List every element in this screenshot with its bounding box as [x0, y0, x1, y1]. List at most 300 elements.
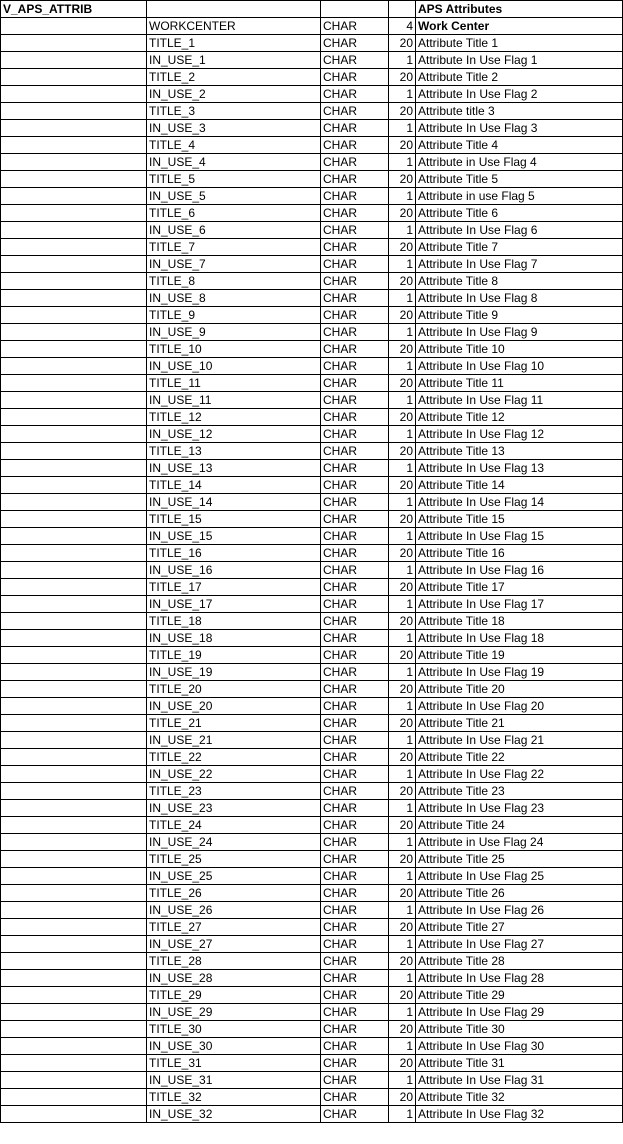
- field-name-cell: TITLE_32: [147, 1089, 321, 1106]
- empty-cell: [147, 1, 321, 18]
- row-empty-cell: [1, 681, 147, 698]
- field-name-cell: TITLE_11: [147, 375, 321, 392]
- row-empty-cell: [1, 868, 147, 885]
- data-type-cell: CHAR: [321, 239, 389, 256]
- length-cell: 20: [389, 409, 416, 426]
- length-cell: 1: [389, 154, 416, 171]
- data-type-cell: CHAR: [321, 1038, 389, 1055]
- table-row: [1, 987, 623, 1004]
- table-row: [1, 562, 623, 579]
- data-type-cell: CHAR: [321, 579, 389, 596]
- data-type-cell: CHAR: [321, 443, 389, 460]
- length-cell: 1: [389, 494, 416, 511]
- table-name: V_APS_ATTRIB: [1, 1, 147, 18]
- length-cell: 20: [389, 647, 416, 664]
- description-cell: Attribute In Use Flag 29: [416, 1004, 623, 1021]
- field-name-cell: IN_USE_18: [147, 630, 321, 647]
- data-type-cell: CHAR: [321, 919, 389, 936]
- data-type-cell: CHAR: [321, 222, 389, 239]
- data-type-cell: CHAR: [321, 528, 389, 545]
- row-empty-cell: [1, 443, 147, 460]
- row-empty-cell: [1, 477, 147, 494]
- description-cell: Attribute In Use Flag 6: [416, 222, 623, 239]
- data-type-cell: CHAR: [321, 800, 389, 817]
- field-name-cell: TITLE_19: [147, 647, 321, 664]
- length-cell: 20: [389, 851, 416, 868]
- table-row: [1, 851, 623, 868]
- data-type-cell: CHAR: [321, 290, 389, 307]
- field-name-cell: IN_USE_26: [147, 902, 321, 919]
- description-cell: Attribute In Use Flag 1: [416, 52, 623, 69]
- field-name-cell: IN_USE_11: [147, 392, 321, 409]
- row-empty-cell: [1, 1038, 147, 1055]
- row-empty-cell: [1, 460, 147, 477]
- field-name-cell: IN_USE_10: [147, 358, 321, 375]
- description-cell: Attribute Title 21: [416, 715, 623, 732]
- description-cell: Attribute Title 15: [416, 511, 623, 528]
- length-cell: 20: [389, 307, 416, 324]
- field-name-cell: TITLE_23: [147, 783, 321, 800]
- row-empty-cell: [1, 851, 147, 868]
- data-type-cell: CHAR: [321, 647, 389, 664]
- description-cell: Attribute In Use Flag 16: [416, 562, 623, 579]
- row-empty-cell: [1, 715, 147, 732]
- data-type-cell: CHAR: [321, 358, 389, 375]
- table-row: [1, 732, 623, 749]
- row-empty-cell: [1, 494, 147, 511]
- length-cell: 1: [389, 766, 416, 783]
- length-cell: 1: [389, 1038, 416, 1055]
- data-type-cell: CHAR: [321, 307, 389, 324]
- table-row: [1, 103, 623, 120]
- data-type-cell: CHAR: [321, 1106, 389, 1123]
- row-empty-cell: [1, 528, 147, 545]
- table-row: [1, 783, 623, 800]
- table-row: [1, 1055, 623, 1072]
- length-cell: 20: [389, 239, 416, 256]
- description-cell: Attribute Title 1: [416, 35, 623, 52]
- row-empty-cell: [1, 392, 147, 409]
- row-empty-cell: [1, 239, 147, 256]
- description-cell: Attribute Title 17: [416, 579, 623, 596]
- table-row: [1, 392, 623, 409]
- length-cell: 1: [389, 426, 416, 443]
- length-cell: 1: [389, 290, 416, 307]
- table-row: [1, 664, 623, 681]
- table-row: [1, 341, 623, 358]
- data-type-cell: CHAR: [321, 324, 389, 341]
- row-empty-cell: [1, 154, 147, 171]
- description-cell: Attribute In Use Flag 26: [416, 902, 623, 919]
- row-empty-cell: [1, 766, 147, 783]
- length-cell: 1: [389, 392, 416, 409]
- length-cell: 1: [389, 902, 416, 919]
- field-name-cell: TITLE_17: [147, 579, 321, 596]
- description-cell: Attribute title 3: [416, 103, 623, 120]
- row-empty-cell: [1, 749, 147, 766]
- row-empty-cell: [1, 358, 147, 375]
- table-row: [1, 545, 623, 562]
- data-type-cell: CHAR: [321, 783, 389, 800]
- description-cell: Attribute Title 29: [416, 987, 623, 1004]
- description-cell: Attribute Title 8: [416, 273, 623, 290]
- length-cell: 1: [389, 868, 416, 885]
- row-empty-cell: [1, 103, 147, 120]
- description-cell: Attribute Title 32: [416, 1089, 623, 1106]
- field-name-cell: IN_USE_30: [147, 1038, 321, 1055]
- length-cell: 20: [389, 681, 416, 698]
- row-empty-cell: [1, 324, 147, 341]
- data-type-cell: CHAR: [321, 1004, 389, 1021]
- length-cell: 1: [389, 188, 416, 205]
- table-row: [1, 1106, 623, 1123]
- table-row: [1, 69, 623, 86]
- description-cell: Attribute Title 11: [416, 375, 623, 392]
- length-cell: 20: [389, 103, 416, 120]
- field-name-cell: IN_USE_9: [147, 324, 321, 341]
- field-name-cell: TITLE_21: [147, 715, 321, 732]
- length-cell: 20: [389, 69, 416, 86]
- data-type-cell: CHAR: [321, 902, 389, 919]
- row-empty-cell: [1, 120, 147, 137]
- row-empty-cell: [1, 698, 147, 715]
- field-name-cell: IN_USE_12: [147, 426, 321, 443]
- data-type-cell: CHAR: [321, 545, 389, 562]
- table-row: [1, 1004, 623, 1021]
- length-cell: 1: [389, 936, 416, 953]
- length-cell: 20: [389, 919, 416, 936]
- description-cell: Attribute Title 7: [416, 239, 623, 256]
- row-empty-cell: [1, 307, 147, 324]
- row-empty-cell: [1, 1072, 147, 1089]
- field-name-cell: IN_USE_6: [147, 222, 321, 239]
- data-type-cell: CHAR: [321, 205, 389, 222]
- data-type-cell: CHAR: [321, 137, 389, 154]
- table-row: [1, 256, 623, 273]
- length-cell: 1: [389, 324, 416, 341]
- row-empty-cell: [1, 919, 147, 936]
- field-name-cell: IN_USE_16: [147, 562, 321, 579]
- field-name-cell: IN_USE_25: [147, 868, 321, 885]
- length-cell: 20: [389, 443, 416, 460]
- description-cell: Attribute Title 24: [416, 817, 623, 834]
- field-name-cell: TITLE_29: [147, 987, 321, 1004]
- field-name-cell: IN_USE_28: [147, 970, 321, 987]
- table-row: [1, 681, 623, 698]
- table-row: [1, 1021, 623, 1038]
- length-cell: 1: [389, 358, 416, 375]
- field-name-cell: IN_USE_8: [147, 290, 321, 307]
- row-empty-cell: [1, 409, 147, 426]
- length-cell: 1: [389, 52, 416, 69]
- length-cell: 1: [389, 732, 416, 749]
- data-type-cell: CHAR: [321, 18, 389, 35]
- data-type-cell: CHAR: [321, 1055, 389, 1072]
- data-type-cell: CHAR: [321, 698, 389, 715]
- table-row: [1, 936, 623, 953]
- field-name-cell: TITLE_5: [147, 171, 321, 188]
- data-type-cell: CHAR: [321, 511, 389, 528]
- table-row: [1, 698, 623, 715]
- row-empty-cell: [1, 341, 147, 358]
- row-empty-cell: [1, 52, 147, 69]
- description-cell: Attribute In Use Flag 11: [416, 392, 623, 409]
- data-type-cell: CHAR: [321, 613, 389, 630]
- field-name-cell: IN_USE_27: [147, 936, 321, 953]
- description-cell: Attribute Title 9: [416, 307, 623, 324]
- description-cell: Attribute Title 26: [416, 885, 623, 902]
- data-type-cell: CHAR: [321, 630, 389, 647]
- length-cell: 20: [389, 375, 416, 392]
- description-cell: Attribute Title 19: [416, 647, 623, 664]
- description-cell: Attribute In Use Flag 10: [416, 358, 623, 375]
- table-row: [1, 494, 623, 511]
- row-empty-cell: [1, 1004, 147, 1021]
- description-cell: Attribute in Use Flag 24: [416, 834, 623, 851]
- length-cell: 1: [389, 834, 416, 851]
- field-name-cell: TITLE_3: [147, 103, 321, 120]
- row-empty-cell: [1, 562, 147, 579]
- field-name-cell: IN_USE_14: [147, 494, 321, 511]
- field-name-cell: TITLE_7: [147, 239, 321, 256]
- row-empty-cell: [1, 953, 147, 970]
- row-empty-cell: [1, 188, 147, 205]
- data-type-cell: CHAR: [321, 987, 389, 1004]
- description-cell: Attribute Title 13: [416, 443, 623, 460]
- table-row: [1, 800, 623, 817]
- row-empty-cell: [1, 426, 147, 443]
- description-cell: Attribute Title 10: [416, 341, 623, 358]
- length-cell: 1: [389, 86, 416, 103]
- description-cell: Attribute In Use Flag 7: [416, 256, 623, 273]
- field-name-cell: IN_USE_17: [147, 596, 321, 613]
- table-row: [1, 1072, 623, 1089]
- field-name-cell: TITLE_25: [147, 851, 321, 868]
- table-row: [1, 902, 623, 919]
- table-row: [1, 375, 623, 392]
- length-cell: 1: [389, 1004, 416, 1021]
- length-cell: 20: [389, 511, 416, 528]
- table-row: [1, 205, 623, 222]
- field-name-cell: TITLE_10: [147, 341, 321, 358]
- length-cell: 1: [389, 970, 416, 987]
- field-name-cell: TITLE_2: [147, 69, 321, 86]
- row-empty-cell: [1, 137, 147, 154]
- description-cell: Attribute Title 25: [416, 851, 623, 868]
- data-type-cell: CHAR: [321, 103, 389, 120]
- row-empty-cell: [1, 375, 147, 392]
- length-cell: 4: [389, 18, 416, 35]
- table-row: [1, 511, 623, 528]
- length-cell: 1: [389, 222, 416, 239]
- description-cell: Attribute In Use Flag 19: [416, 664, 623, 681]
- data-type-cell: CHAR: [321, 596, 389, 613]
- row-empty-cell: [1, 902, 147, 919]
- table-row: [1, 919, 623, 936]
- field-name-cell: TITLE_12: [147, 409, 321, 426]
- description-cell: Attribute Title 20: [416, 681, 623, 698]
- empty-cell: [321, 1, 389, 18]
- row-empty-cell: [1, 647, 147, 664]
- description-cell: Attribute In Use Flag 27: [416, 936, 623, 953]
- length-cell: 20: [389, 749, 416, 766]
- table-row: [1, 443, 623, 460]
- empty-cell: [389, 1, 416, 18]
- description-cell: Attribute In Use Flag 21: [416, 732, 623, 749]
- description-cell: Attribute In Use Flag 15: [416, 528, 623, 545]
- data-type-cell: CHAR: [321, 171, 389, 188]
- row-empty-cell: [1, 290, 147, 307]
- table-row: [1, 188, 623, 205]
- field-name-cell: IN_USE_5: [147, 188, 321, 205]
- description-cell: Attribute In Use Flag 32: [416, 1106, 623, 1123]
- row-empty-cell: [1, 1106, 147, 1123]
- data-type-cell: CHAR: [321, 120, 389, 137]
- description-cell: Attribute In Use Flag 3: [416, 120, 623, 137]
- description-cell: Attribute Title 14: [416, 477, 623, 494]
- data-type-cell: CHAR: [321, 52, 389, 69]
- field-name-cell: IN_USE_23: [147, 800, 321, 817]
- table-row: [1, 868, 623, 885]
- row-empty-cell: [1, 1089, 147, 1106]
- table-row: [1, 647, 623, 664]
- data-type-cell: CHAR: [321, 970, 389, 987]
- description-cell: Attribute Title 6: [416, 205, 623, 222]
- length-cell: 20: [389, 783, 416, 800]
- length-cell: 20: [389, 545, 416, 562]
- field-name-cell: TITLE_4: [147, 137, 321, 154]
- description-cell: Attribute Title 23: [416, 783, 623, 800]
- data-type-cell: CHAR: [321, 868, 389, 885]
- field-name-cell: IN_USE_3: [147, 120, 321, 137]
- description-cell: Attribute In Use Flag 18: [416, 630, 623, 647]
- row-empty-cell: [1, 970, 147, 987]
- row-empty-cell: [1, 171, 147, 188]
- data-type-cell: CHAR: [321, 936, 389, 953]
- length-cell: 1: [389, 1072, 416, 1089]
- table-row: [1, 358, 623, 375]
- description-cell: Attribute Title 4: [416, 137, 623, 154]
- row-empty-cell: [1, 545, 147, 562]
- table-row: [1, 953, 623, 970]
- description-cell: Attribute In Use Flag 20: [416, 698, 623, 715]
- table-row: [1, 120, 623, 137]
- length-cell: 20: [389, 1021, 416, 1038]
- data-type-cell: CHAR: [321, 35, 389, 52]
- header-row: [1, 1, 623, 18]
- data-type-cell: CHAR: [321, 562, 389, 579]
- length-cell: 20: [389, 273, 416, 290]
- field-name-cell: IN_USE_2: [147, 86, 321, 103]
- row-empty-cell: [1, 885, 147, 902]
- field-name-cell: IN_USE_15: [147, 528, 321, 545]
- length-cell: 20: [389, 1089, 416, 1106]
- field-name-cell: TITLE_30: [147, 1021, 321, 1038]
- row-empty-cell: [1, 18, 147, 35]
- table-row: [1, 613, 623, 630]
- row-empty-cell: [1, 1021, 147, 1038]
- description-cell: Attribute Title 18: [416, 613, 623, 630]
- length-cell: 20: [389, 35, 416, 52]
- field-name-cell: TITLE_24: [147, 817, 321, 834]
- data-type-cell: CHAR: [321, 256, 389, 273]
- row-empty-cell: [1, 273, 147, 290]
- row-empty-cell: [1, 664, 147, 681]
- row-empty-cell: [1, 613, 147, 630]
- length-cell: 1: [389, 120, 416, 137]
- table-row: [1, 1038, 623, 1055]
- table-row: [1, 817, 623, 834]
- data-type-cell: CHAR: [321, 392, 389, 409]
- description-cell: Attribute Title 2: [416, 69, 623, 86]
- table-row: [1, 171, 623, 188]
- field-name-cell: IN_USE_7: [147, 256, 321, 273]
- description-cell: Attribute In Use Flag 25: [416, 868, 623, 885]
- length-cell: 20: [389, 171, 416, 188]
- length-cell: 1: [389, 630, 416, 647]
- description-cell: Attribute Title 16: [416, 545, 623, 562]
- field-name-cell: IN_USE_32: [147, 1106, 321, 1123]
- length-cell: 20: [389, 885, 416, 902]
- table-row: [1, 324, 623, 341]
- data-type-cell: CHAR: [321, 154, 389, 171]
- length-cell: 20: [389, 137, 416, 154]
- table-row: [1, 834, 623, 851]
- description-cell: Attribute in Use Flag 4: [416, 154, 623, 171]
- data-type-cell: CHAR: [321, 409, 389, 426]
- description-cell: Attribute In Use Flag 13: [416, 460, 623, 477]
- field-name-cell: IN_USE_20: [147, 698, 321, 715]
- length-cell: 20: [389, 715, 416, 732]
- data-type-cell: CHAR: [321, 341, 389, 358]
- length-cell: 1: [389, 698, 416, 715]
- description-cell: Attribute In Use Flag 8: [416, 290, 623, 307]
- row-empty-cell: [1, 256, 147, 273]
- data-type-cell: CHAR: [321, 817, 389, 834]
- field-name-cell: TITLE_13: [147, 443, 321, 460]
- data-type-cell: CHAR: [321, 1072, 389, 1089]
- data-type-cell: CHAR: [321, 460, 389, 477]
- table-row: [1, 528, 623, 545]
- table-row: [1, 86, 623, 103]
- field-name-cell: TITLE_31: [147, 1055, 321, 1072]
- data-type-cell: CHAR: [321, 1089, 389, 1106]
- length-cell: 1: [389, 528, 416, 545]
- data-type-cell: CHAR: [321, 715, 389, 732]
- table-row: [1, 749, 623, 766]
- row-empty-cell: [1, 69, 147, 86]
- field-name-cell: TITLE_28: [147, 953, 321, 970]
- field-name-cell: IN_USE_29: [147, 1004, 321, 1021]
- table-description: APS Attributes: [416, 1, 623, 18]
- table-row: [1, 273, 623, 290]
- row-empty-cell: [1, 35, 147, 52]
- length-cell: 20: [389, 613, 416, 630]
- table-row: [1, 239, 623, 256]
- data-type-cell: CHAR: [321, 766, 389, 783]
- data-type-cell: CHAR: [321, 732, 389, 749]
- description-cell: Attribute Title 31: [416, 1055, 623, 1072]
- length-cell: 20: [389, 1055, 416, 1072]
- description-cell: Attribute In Use Flag 30: [416, 1038, 623, 1055]
- data-type-cell: CHAR: [321, 273, 389, 290]
- row-empty-cell: [1, 987, 147, 1004]
- length-cell: 20: [389, 341, 416, 358]
- description-cell: Attribute Title 5: [416, 171, 623, 188]
- length-cell: 1: [389, 800, 416, 817]
- field-name-cell: IN_USE_1: [147, 52, 321, 69]
- field-name-cell: TITLE_8: [147, 273, 321, 290]
